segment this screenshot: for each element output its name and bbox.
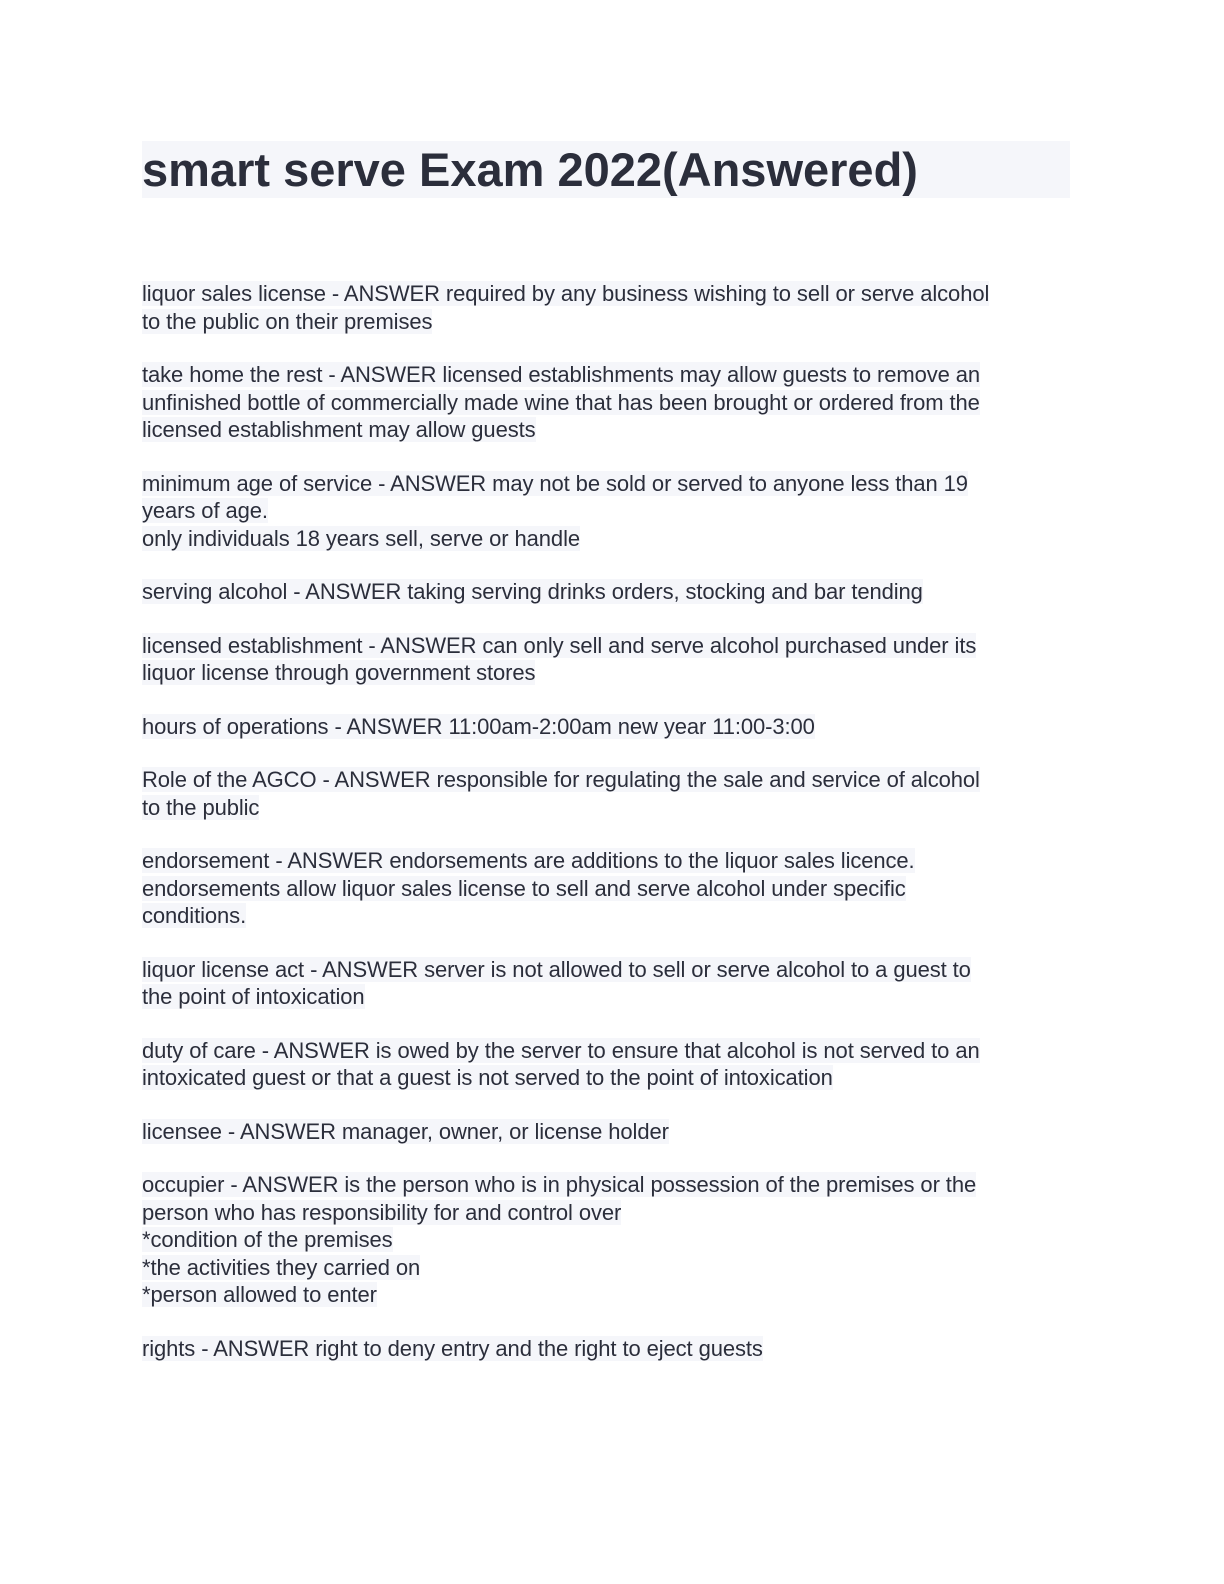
entry-rights: [142, 1335, 1082, 1363]
entry-line: to the public on their premises: [142, 308, 433, 334]
entry-line: occupier - ANSWER is the person who is in physical possession of the premises or the: [142, 1172, 977, 1197]
entry-line: liquor license through government stores: [142, 660, 536, 685]
entry-line: minimum age of service - ANSWER may not be sold or served to anyone less than 19: [142, 470, 968, 496]
entry-line: licensed establishment may allow guests: [142, 417, 536, 442]
entry-line: intoxicated guest or that a guest is not served to the point of intoxication: [142, 1065, 833, 1090]
entry-line: *condition of the premises: [142, 1227, 393, 1252]
entry-line: conditions.: [142, 903, 247, 928]
entry-line: *person allowed to enter: [142, 1282, 377, 1307]
entry-line: liquor sales license - ANSWER required by any business wishing to sell or serve alcohol: [142, 281, 990, 306]
entry-line: only individuals 18 years sell, serve or handle: [142, 525, 580, 551]
entry-line: years of age.: [142, 498, 268, 523]
entry-line: endorsement - ANSWER endorsements are additions to the liquor sales licence.: [142, 848, 915, 873]
entry-line: serving alcohol - ANSWER taking serving drinks orders, stocking and bar tending: [142, 579, 923, 604]
entry-line: person who has responsibility for and control over: [142, 1199, 622, 1225]
document-title: smart serve Exam 2022(Answered): [142, 141, 1070, 198]
entry-line: duty of care - ANSWER is owed by the server to ensure that alcohol is not served to an: [142, 1037, 980, 1063]
entry-serving-alcohol: [142, 578, 1082, 606]
entry-line: *the activities they carried on: [142, 1254, 421, 1280]
entry-take-home-the-rest: [142, 361, 1082, 444]
entry-hours-of-operations: [142, 713, 1082, 741]
entry-line: endorsements allow liquor sales license to sell and serve alcohol under specific: [142, 875, 906, 901]
entry-licensee: [142, 1118, 1082, 1146]
entry-minimum-age-of-service: [142, 470, 1082, 553]
entry-liquor-sales-license: [142, 280, 1082, 335]
entry-line: take home the rest - ANSWER licensed establishments may allow guests to remove an: [142, 362, 981, 387]
entry-line: the point of intoxication: [142, 984, 365, 1009]
entry-licensed-establishment: [142, 632, 1082, 687]
entries-list: [142, 280, 1082, 1388]
entry-role-of-the-agco: [142, 766, 1082, 821]
entry-line: licensee - ANSWER manager, owner, or license holder: [142, 1118, 669, 1144]
entry-line: hours of operations - ANSWER 11:00am-2:00am new year 11:00-3:00: [142, 713, 815, 739]
entry-duty-of-care: [142, 1037, 1082, 1092]
entry-liquor-license-act: [142, 956, 1082, 1011]
entry-line: liquor license act - ANSWER server is not allowed to sell or serve alcohol to a guest to: [142, 956, 971, 982]
entry-line: to the public: [142, 794, 260, 820]
entry-line: unfinished bottle of commercially made wine that has been brought or ordered from the: [142, 389, 980, 415]
entry-endorsement: [142, 847, 1082, 930]
entry-line: rights - ANSWER right to deny entry and the right to eject guests: [142, 1335, 763, 1361]
entry-occupier: [142, 1171, 1082, 1309]
entry-line: Role of the AGCO - ANSWER responsible for regulating the sale and service of alcohol: [142, 767, 980, 792]
entry-line: licensed establishment - ANSWER can only sell and serve alcohol purchased under its: [142, 632, 977, 658]
